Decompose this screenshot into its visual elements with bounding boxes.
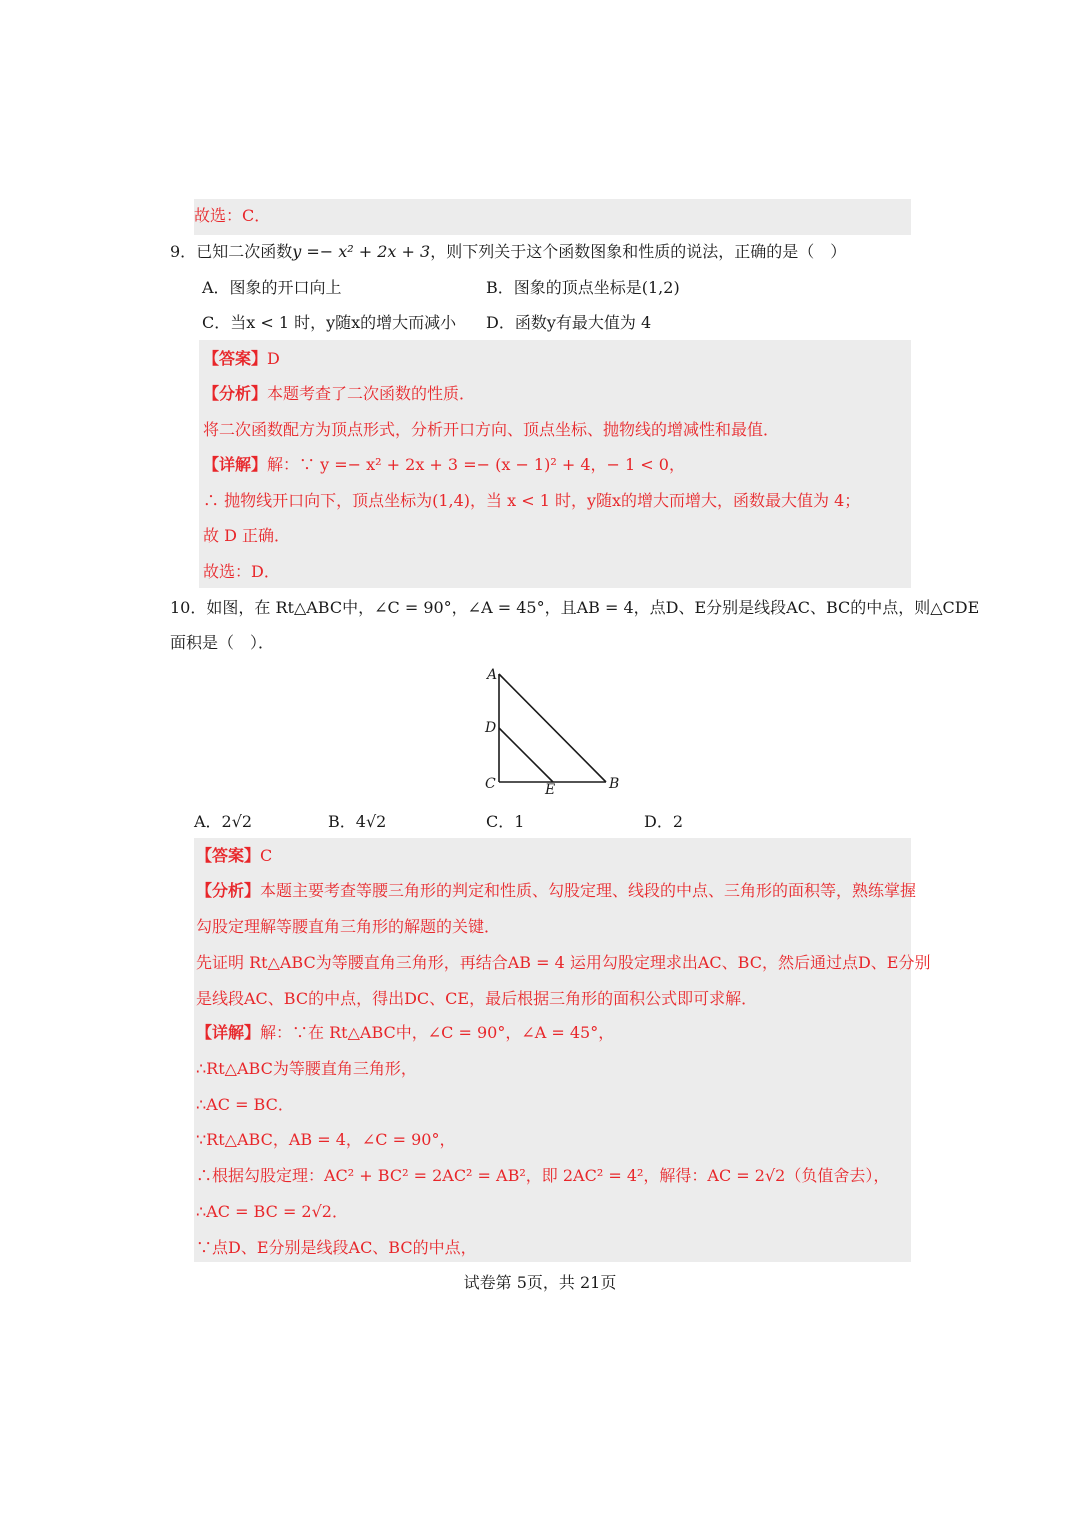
segment-de <box>499 728 553 782</box>
q10-analysis-3: 先证明 Rt△ABC为等腰直角三角形，再结合AB = 4 运用勾股定理求出AC、BC，然后通过点D、E分别 <box>196 953 931 972</box>
q10-detail-3: ∴AC = BC． <box>196 1095 294 1114</box>
q10-detail-5: ∴根据勾股定理：AC² + BC² = 2AC² = AB²，即 2AC² = 4²，解得：AC = 2√2（负值舍去）， <box>196 1166 890 1185</box>
page-footer: 试卷第 5页，共 21页 <box>463 1273 617 1292</box>
prev-conclusion: 故选：C． <box>194 206 271 225</box>
q10-option-c: C．1 <box>486 812 525 831</box>
segment-ab <box>499 674 606 782</box>
q10-stem-1 <box>170 597 979 619</box>
q9-stem <box>170 241 846 263</box>
label-e: E <box>545 782 556 798</box>
q9-detail-2: ∴ 抛物线开口向下，顶点坐标为(1,4)，当 x < 1 时，y随x的增大而增大，函数最大值为 4； <box>203 491 861 510</box>
q9-option-b: B．图象的顶点坐标是(1,2) <box>486 278 680 297</box>
q9-answer <box>203 348 280 370</box>
q9-conclusion: 故选：D． <box>203 562 280 581</box>
q9-option-d: D．函数y有最大值为 4 <box>486 313 652 332</box>
q9-detail-1: 解：∵ y =− x² + 2x + 3 =− (x − 1)² + 4，− 1 < 0， <box>267 455 685 474</box>
q10-answer-tag: 【答案】 <box>196 846 261 865</box>
q10-analysis-4: 是线段AC、BC的中点，得出DC、CE，最后根据三角形的面积公式即可求解． <box>196 989 758 1008</box>
q10-stem-2: 面积是（ ）． <box>170 633 275 652</box>
q10-detail-2: ∴Rt△ABC为等腰直角三角形， <box>196 1059 417 1078</box>
q10-analysis <box>196 880 916 902</box>
q9-analysis <box>203 383 475 405</box>
q9-analysis-2: 将二次函数配方为顶点形式，分析开口方向、顶点坐标、抛物线的增减性和最值． <box>203 420 780 439</box>
q9-option-a: A．图象的开口向上 <box>202 278 342 297</box>
q9-stem-a: 已知二次函数 <box>196 242 293 261</box>
q10-analysis-tag: 【分析】 <box>196 881 261 900</box>
q9-detail-tag: 【详解】 <box>203 455 268 474</box>
q10-option-d: D．2 <box>644 812 684 831</box>
q10-option-b: B．4√2 <box>328 812 387 831</box>
q9-detail <box>203 454 685 476</box>
q9-answer-tag: 【答案】 <box>203 349 268 368</box>
q10-detail-6: ∴AC = BC = 2√2． <box>196 1202 348 1221</box>
q9-number: 9． <box>170 242 197 261</box>
q10-detail-1: 解：∵在 Rt△ABC中，∠C = 90°，∠A = 45°， <box>260 1023 615 1042</box>
q10-detail-tag: 【详解】 <box>196 1023 261 1042</box>
triangle-figure <box>478 664 628 799</box>
q9-function: y =− x² + 2x + 3 <box>292 242 431 261</box>
q10-analysis-2: 勾股定理解等腰直角三角形的解题的关键． <box>196 917 501 936</box>
label-a: A <box>487 667 498 683</box>
label-b: B <box>609 776 620 792</box>
q9-analysis-text: 本题考查了二次函数的性质． <box>267 384 476 403</box>
q9-analysis-tag: 【分析】 <box>203 384 268 403</box>
q10-answer-value: C <box>260 846 273 865</box>
q9-detail-3: 故 D 正确． <box>203 526 291 545</box>
q9-option-c: C．当x < 1 时，y随x的增大而减小 <box>202 313 457 332</box>
q10-detail-7: ∵点D、E分别是线段AC、BC的中点， <box>196 1238 477 1257</box>
q10-analysis-1: 本题主要考查等腰三角形的判定和性质、勾股定理、线段的中点、三角形的面积等，熟练掌握 <box>260 881 917 900</box>
q10-stem-text-1: 如图，在 Rt△ABC中，∠C = 90°，∠A = 45°，且AB = 4，点D、E分别是线段AC、BC的中点，则△CDE <box>206 598 980 617</box>
label-c: C <box>485 776 496 792</box>
q10-detail-4: ∵Rt△ABC，AB = 4，∠C = 90°， <box>196 1130 456 1149</box>
q10-option-a: A．2√2 <box>194 812 253 831</box>
q10-detail <box>196 1022 614 1044</box>
q9-stem-b: ，则下列关于这个函数图象和性质的说法，正确的是（ ） <box>430 242 847 261</box>
q10-answer <box>196 845 272 867</box>
label-d: D <box>485 720 497 736</box>
q10-number: 10． <box>170 598 207 617</box>
prev-solution-box <box>194 199 911 235</box>
q9-answer-value: D <box>267 349 280 368</box>
